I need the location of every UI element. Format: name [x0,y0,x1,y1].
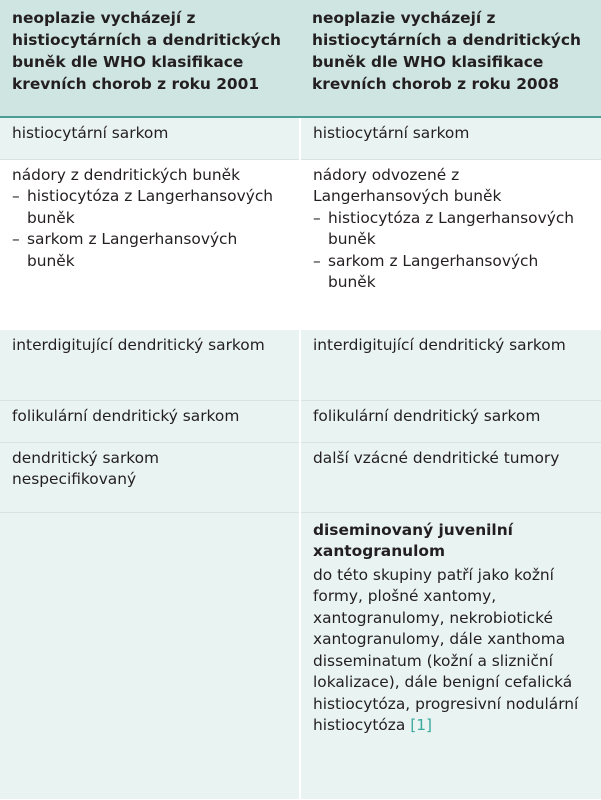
table-row [0,330,601,400]
cell-text: folikulární dendritický sarkom [313,406,541,425]
reference-link[interactable]: [1] [410,716,433,734]
table-row [0,442,601,512]
table-cell [300,159,601,330]
table-row [0,400,601,442]
dash-bullet: – [12,230,20,248]
header-row [0,0,601,117]
cell-text: histiocytární sarkom [12,124,169,142]
cell-title: nádory z dendritických buněk [12,165,241,184]
list-item [12,186,287,229]
cell-text: folikulární dendritický sarkom [12,406,240,425]
list-item-text: sarkom z Langerhansových buněk [27,230,238,270]
cell-title: nádory odvozené z Langerhansových buněk [313,165,502,205]
table-cell [300,330,601,400]
list-item-text: histiocytóza z Langerhansových buněk [27,187,274,227]
dash-bullet: – [12,187,20,205]
table-cell [0,117,300,159]
table-cell [0,400,300,442]
list-item [313,208,589,251]
table-row [0,512,601,799]
table-cell [0,442,300,512]
cell-text: interdigitující dendritický sarkom [313,336,566,354]
list-item-text: histiocytóza z Langerhansových buněk [328,208,575,248]
table-row [0,159,601,330]
cell-text [0,513,299,524]
dash-bullet: – [313,251,321,270]
cell-paragraph-text: do této skupiny patří jako kožní formy, plošné xantomy, xantogranulomy, nekrobiotické xantogranulomy, dále xanthoma disseminatum (kožní a slizniční lokalizace), dále benigní cefalická histiocytóza, progresivní nodulární histiocytóza [313,565,579,734]
table-cell [300,512,601,799]
cell-paragraph [313,565,589,737]
table-row [0,117,601,159]
table-cell [0,330,300,400]
table-cell [0,159,300,330]
cell-text: dendritický sarkom nespecifikovaný [12,448,160,488]
cell-text: další vzácné dendritické tumory [313,448,560,467]
list-item [313,251,589,294]
list-item [12,229,287,272]
list-item-text: sarkom z Langerhansových buněk [328,251,539,291]
table-cell [0,512,300,799]
table-cell [300,400,601,442]
header-text-2008: neoplazie vycházejí z histiocytárních a dendritických buněk dle WHO klasifikace krevních chorob z roku 2008 [312,9,581,93]
table-cell [300,442,601,512]
header-text-2001: neoplazie vycházejí z histiocytárních a dendritických buněk dle WHO klasifikace krevních chorob z roku 2001 [12,9,281,93]
cell-text: histiocytární sarkom [313,124,470,142]
cell-title: diseminovaný juvenilní xantogranulom [313,520,513,560]
header-cell-2001 [0,0,300,117]
header-cell-2008 [300,0,601,117]
dash-bullet: – [313,208,321,227]
cell-text: interdigitující dendritický sarkom [12,336,265,354]
table-cell [300,117,601,159]
